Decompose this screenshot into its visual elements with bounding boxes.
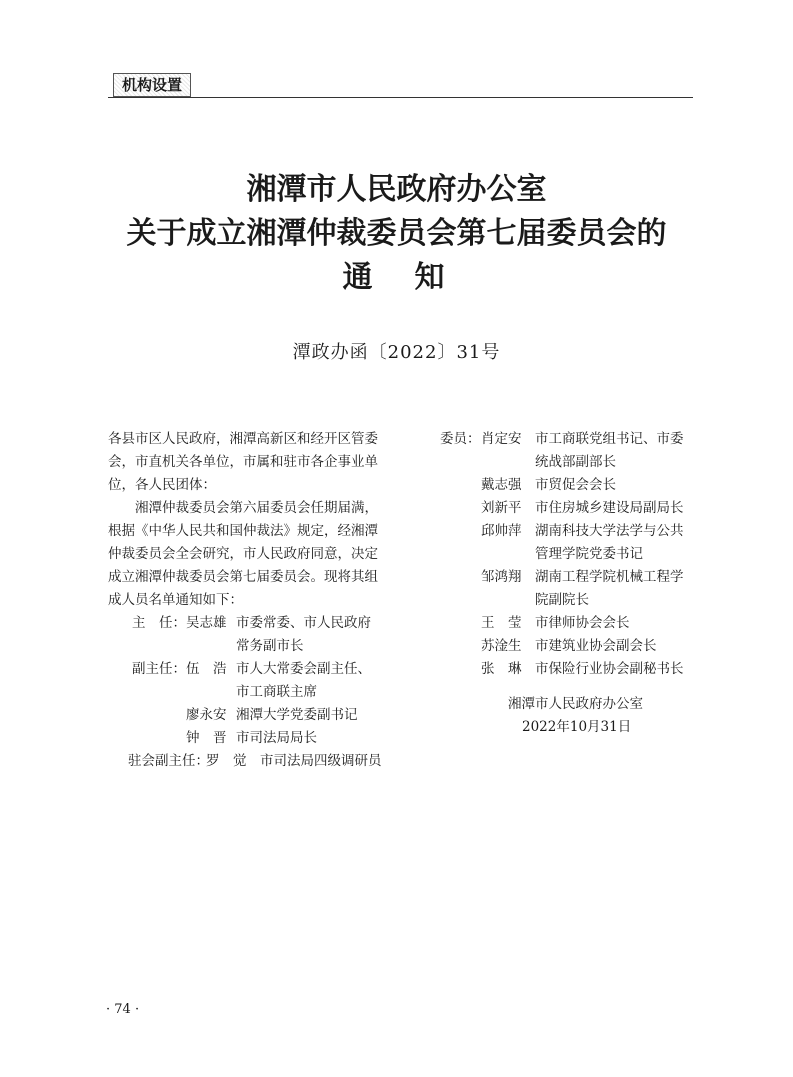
member-post: 常务副市长 [236,638,304,654]
member-row [108,704,386,727]
member-row [418,520,693,543]
member-row [108,658,386,681]
member-post: 市住房城乡建设局副局长 [535,500,684,516]
title-line-2: 关于成立湘潭仲裁委员会第七届委员会的 [126,216,667,251]
right-member-list [418,428,693,681]
left-member-list [108,612,386,773]
member-row [418,474,693,497]
member-post: 管理学院党委书记 [535,546,643,562]
member-post: 市司法局局长 [236,730,317,746]
member-post: 市司法局四级调研员 [260,753,382,769]
member-name: 罗 觉 [206,753,247,769]
member-post: 市工商联党组书记、市委 [535,431,684,447]
member-row-continued [418,543,693,566]
signature-org-row [418,693,693,716]
member-post: 湘潭大学党委副书记 [236,707,358,723]
member-row-continued [418,451,693,474]
member-post: 湖南科技大学法学与公共 [535,523,684,539]
member-row [418,612,693,635]
member-row [418,635,693,658]
member-name: 吴志雄 [186,615,227,631]
member-name: 张 琳 [481,661,522,677]
member-post: 市贸促会会长 [535,477,616,493]
member-row-resident [108,750,386,773]
signature-date-row [418,716,693,739]
member-name: 刘新平 [481,500,522,516]
member-row [418,497,693,520]
member-post: 市委常委、市人民政府 [236,615,371,631]
member-post: 统战部副部长 [535,454,616,470]
member-row [108,727,386,750]
member-role: 驻会副主任： [128,753,209,769]
member-name: 伍 浩 [186,661,227,677]
member-post: 市工商联主席 [236,684,317,700]
member-row [418,428,693,451]
section-tag: 机构设置 [113,73,191,97]
signature-org: 湘潭市人民政府办公室 [508,696,643,712]
member-row-continued [108,635,386,658]
member-role: 委员： [440,431,481,447]
right-column [418,428,693,739]
member-row [108,612,386,635]
member-name: 廖永安 [186,707,227,723]
member-post: 市保险行业协会副秘书长 [535,661,684,677]
page-number: · 74 · [106,1002,140,1017]
header-rule [108,97,693,98]
document-number: 潭政办函〔2022〕31号 [292,342,501,363]
member-name: 王 莹 [481,615,522,631]
member-row-continued [418,589,693,612]
member-post: 湖南工程学院机械工程学 [535,569,684,585]
member-name: 邱帅萍 [481,523,522,539]
member-row [418,658,693,681]
member-post: 市建筑业协会副会长 [535,638,657,654]
signature-date: 2022年10月31日 [522,719,632,735]
title-line-1: 湘潭市人民政府办公室 [246,172,547,207]
member-role: 副主任： [132,661,186,677]
member-role: 主 任： [132,615,186,631]
member-post: 市人大常委会副主任、 [236,661,371,677]
body-paragraph: 湘潭仲裁委员会第六届委员会任期届满，根据《中华人民共和国仲裁法》规定，经湘潭仲裁委员会全会研究，市人民政府同意，决定成立湘潭仲裁委员会第七届委员会。现将其组成人员名单通知如下： [108,500,378,608]
member-post: 院副院长 [535,592,589,608]
member-name: 苏淦生 [481,638,522,654]
member-row [418,566,693,589]
member-post: 市律师协会会长 [535,615,630,631]
member-name: 钟 晋 [186,730,227,746]
title-line-3: 通 知 [342,260,451,295]
member-name: 肖定安 [481,431,522,447]
left-column [108,428,386,773]
member-name: 戴志强 [481,477,522,493]
member-name: 邹鸿翔 [481,569,522,585]
member-row-continued [108,681,386,704]
addressee: 各县市区人民政府，湘潭高新区和经开区管委会，市直机关各单位，市属和驻市各企事业单位，各人民团体： [108,431,378,493]
